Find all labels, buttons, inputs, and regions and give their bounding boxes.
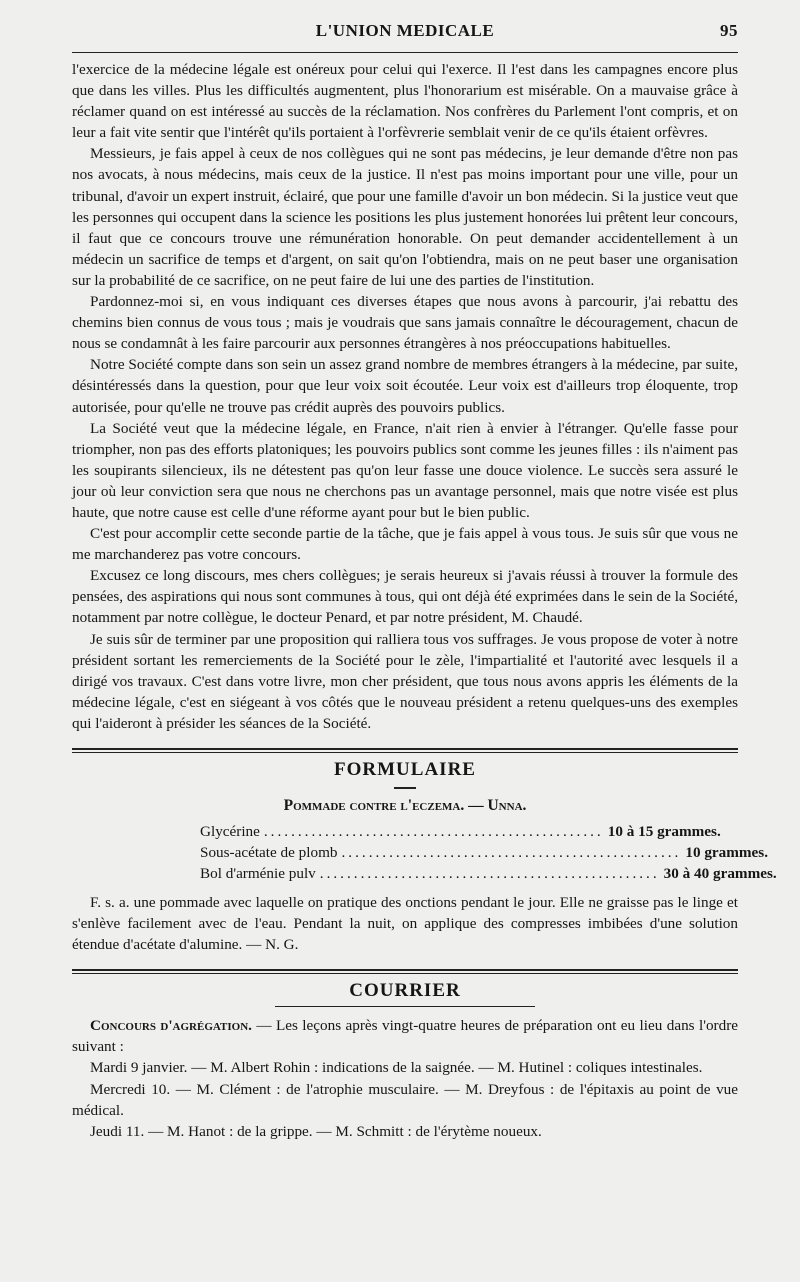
paragraph-2: Messieurs, je fais appel à ceux de nos collègues qui ne sont pas médecins, je leur demande d'être non pas nos avocats, à nous médecins, mais ceux de la justice. Il n'est pas moins important pour une ville, pour un tribunal, d'avoir un expert instruit, éclairé, que pour une famille d'avoir un bon médecin. Si la justice veut que les personnes qui occupent dans la science les positions les plus justement honorées lui prêtent leur concours, il faut que ce concours trouve une rémunération honorable. On peut demander accidentellement à un médecin un sacrifice de temps et d'argent, on sait qu'on l'obtiendra, mais on ne peut baser une organisation sur la probabilité de ce sacrifice, on ne peut faire de lui une des parties de l'institution.: [72, 145, 738, 289]
paragraph-7: Excusez ce long discours, mes chers collègues; je serais heureux si j'avais réussi à trouver la formule des pensées, des aspirations qui nous sont communes à tous, qui ont déjà été exprimées dans le sein de la Société, notamment par notre collègue, le docteur Penard, et par notre président, M. Chaudé.: [72, 567, 738, 627]
ingredient-name: Glycérine: [200, 823, 260, 840]
courrier-title-rule: [275, 1006, 535, 1007]
recipe-note: [72, 892, 738, 955]
courrier-intro: [72, 1015, 738, 1057]
header-rule: [72, 52, 738, 53]
recipe-title: Pommade contre l'eczema. — Unna.: [283, 797, 527, 814]
ingredient-row: [200, 842, 769, 863]
ingredient-row: [200, 863, 777, 884]
formulaire-section: [72, 759, 777, 955]
courrier-entry: Mercredi 10. — M. Clément : de l'atrophie musculaire. — M. Dreyfous : de l'épitaxis au point de vue médical.: [72, 1080, 738, 1119]
ingredient-qty: 10 grammes.: [685, 844, 769, 861]
paragraph-8: Je suis sûr de terminer par une proposition qui ralliera tous vos suffrages. Je vous propose de voter à notre président sortant les remerciements de la Société pour le zèle, l'impartialité et l'autorité avec lesquels il a dirigé vos travaux. C'est dans votre livre, mon cher président, que tous nous avons appris les éléments de la médecine légale, c'est en siégeant à vos côtés que le nouveau président a retenu quelques-uns des exemples qui l'aideront à présider les séances de la Société.: [72, 630, 738, 732]
page-number: 95: [720, 21, 738, 40]
courrier-section: [72, 980, 738, 1142]
leader-dots: ..................................................: [319, 865, 660, 882]
leader-dots: ..................................................: [263, 823, 604, 840]
journal-title: L'UNION MEDICALE: [315, 21, 495, 40]
formulaire-title-rule: [394, 787, 416, 789]
section-divider-courrier: [72, 969, 738, 974]
article-body: [72, 59, 738, 734]
ingredient-qty: 10 à 15 grammes.: [607, 823, 721, 840]
formulaire-title: FORMULAIRE: [334, 759, 476, 780]
paragraph-1: l'exercice de la médecine légale est onéreux pour celui qui l'exerce. Il l'est dans les campagnes encore plus que dans les villes. Plus les difficultés augmentent, plus l'honorarium est misérable. On a mauvaise grâce à réclamer quand on est intéressé au succès de la réclamation. Nos confrères du Parlement l'ont compris, et on leur a fait vite sentir que l'intérêt qu'ils portaient à l'orfèvrerie semblait venir de ce qu'ils étaient orfèvres.: [72, 61, 738, 142]
leader-dots: ..................................................: [341, 844, 682, 861]
ingredient-list: [200, 821, 777, 884]
courrier-entry: Mardi 9 janvier. — M. Albert Rohin : indications de la saignée. — M. Hutinel : coliques intestinales.: [90, 1059, 703, 1077]
courrier-title: COURRIER: [349, 980, 461, 1002]
recipe-note-text: F. s. a. une pommade avec laquelle on pratique des onctions pendant le jour. Elle ne graisse pas le linge et s'enlève facilement avec de l'eau. Pendant la nuit, on applique des compresses imbibées d'une solution étendue d'acétate d'alumine. — N. G.: [72, 894, 738, 954]
ingredient-row: [200, 821, 721, 842]
section-divider-formulaire: [72, 748, 738, 753]
courrier-intro-text: — Les leçons après vingt-quatre heures de préparation ont eu lieu dans l'ordre suivant :: [72, 1017, 738, 1056]
ingredient-name: Bol d'arménie pulv: [200, 865, 316, 882]
ingredient-name: Sous-acétate de plomb: [200, 844, 338, 861]
courrier-entry: Jeudi 11. — M. Hanot : de la grippe. — M. Schmitt : de l'érytème noueux.: [90, 1122, 542, 1140]
paragraph-6: C'est pour accomplir cette seconde partie de la tâche, que je fais appel à vous tous. Je suis sûr que vous ne me marchanderez pas votre concours.: [72, 525, 738, 564]
ingredient-qty: 30 à 40 grammes.: [663, 865, 777, 882]
page-header: [72, 18, 738, 44]
paragraph-3: Pardonnez-moi si, en vous indiquant ces diverses étapes que nous avons à parcourir, j'ai rebattu des chemins bien connus de vous tous ; mais je voudrais que sans jamais connaître le découragement, chacun de nous se condamnât à les faire parcourir aux personnes étrangères à nos préoccupations habituelles.: [72, 293, 738, 353]
paragraph-5: La Société veut que la médecine légale, en France, n'ait rien à envier à l'étranger. Qu'elle fasse pour triompher, non pas des efforts platoniques; les pouvoirs publics sont comme les jeunes filles : ils n'aiment pas les soupirants silencieux, ils ne détestent pas qu'on leur fasse une douce violence. Le succès sera assuré le jour où leur conviction sera que nous ne cherchons pas un avantage personnel, mais que notre visée est plus haute, que notre cause est celle d'une réforme ayant pour but le bien public.: [72, 419, 738, 521]
paragraph-4: Notre Société compte dans son sein un assez grand nombre de membres étrangers à la médecine, par suite, désintéressés dans la question, pour que leur voix soit écoutée. Leur voix est d'ailleurs trop éloquente, trop autorisée, pour qu'elle ne trouve pas crédit auprès des pouvoirs publics.: [72, 356, 738, 416]
courrier-intro-label: Concours d'agrégation.: [90, 1017, 252, 1035]
